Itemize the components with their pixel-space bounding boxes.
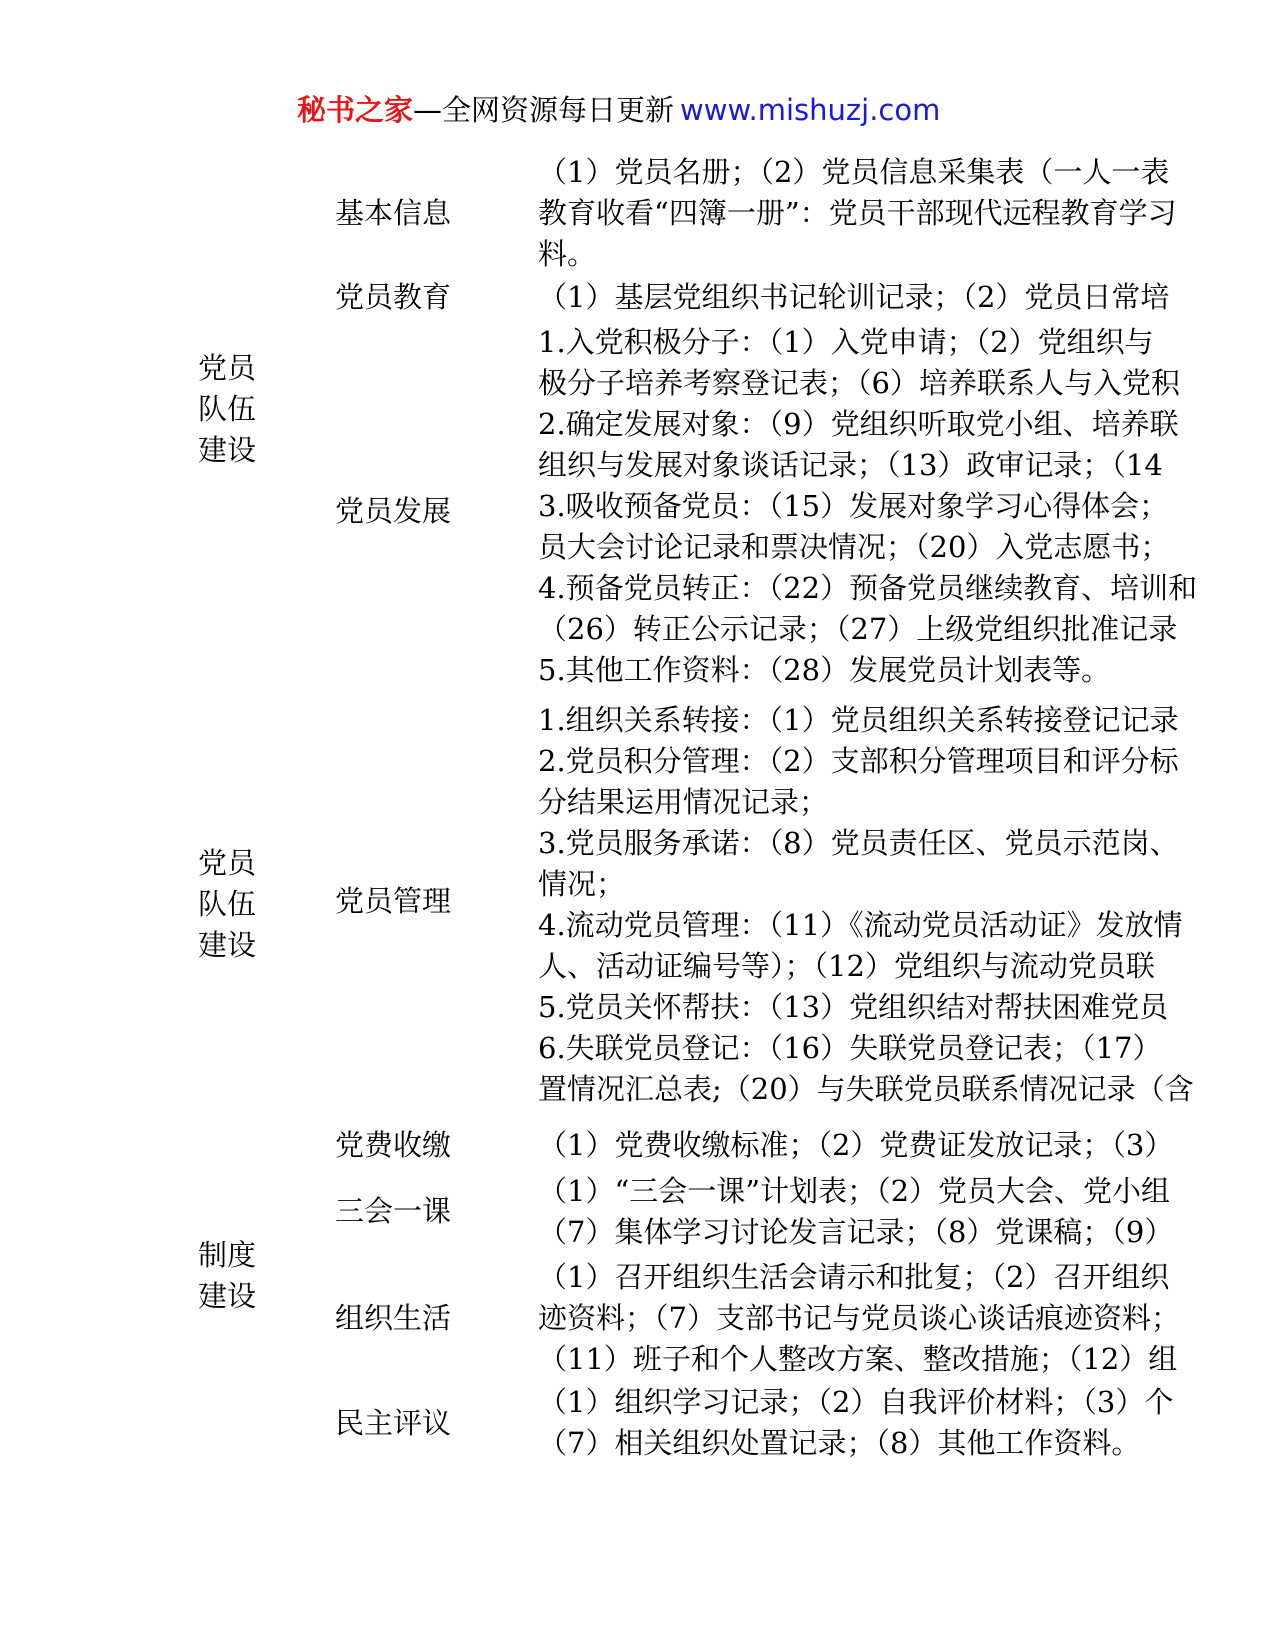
content-line: 料。 <box>538 237 597 271</box>
content-management <box>538 700 1275 1110</box>
content-line: 分结果运用情况记录； <box>538 785 829 819</box>
category-line: 建设 <box>198 928 257 962</box>
content-line: （11）班子和个人整改方案、整改措施；（12）组 <box>538 1342 1178 1376</box>
category-system-building <box>198 1235 278 1317</box>
subcategory-development: 党员发展 <box>335 494 452 528</box>
content-line: 迹资料；（7）支部书记与党员谈心谈话痕迹资料； <box>538 1301 1180 1335</box>
subcategory-basic-info: 基本信息 <box>335 196 452 230</box>
content-line: 5.党员关怀帮扶：（13）党组织结对帮扶困难党员 <box>538 990 1169 1024</box>
category-line: 建设 <box>198 433 257 467</box>
subcategory-dues: 党费收缴 <box>335 1128 452 1162</box>
page-header <box>297 90 940 130</box>
content-line: 1.组织关系转接：（1）党员组织关系转接登记记录 <box>538 703 1179 737</box>
content-education <box>538 277 1275 318</box>
category-party-team-1 <box>198 348 278 471</box>
content-line: 极分子培养考察登记表；（6）培养联系人与入党积 <box>538 366 1180 400</box>
content-line: 置情况汇总表;（20）与失联党员联系情况记录（含 <box>538 1072 1194 1106</box>
category-line: 队伍 <box>198 392 257 426</box>
subcategory-org-life: 组织生活 <box>335 1301 452 1335</box>
category-party-team-2 <box>198 843 278 966</box>
content-line: 5.其他工作资料：（28）发展党员计划表等。 <box>538 653 1111 687</box>
content-line: （1）党费收缴标准；（2）党费证发放记录；（3） <box>538 1128 1174 1162</box>
content-dues <box>538 1125 1275 1166</box>
subcategory-evaluation: 民主评议 <box>335 1406 452 1440</box>
content-line: （26）转正公示记录；（27）上级党组织批准记录 <box>538 612 1178 646</box>
subcategory-management: 党员管理 <box>335 884 452 918</box>
content-line: 教育收看“四簿一册”：党员干部现代远程教育学习 <box>538 196 1177 230</box>
content-line: （1）“三会一课”计划表；（2）党员大会、党小组 <box>538 1174 1171 1208</box>
content-basic-info <box>538 152 1275 275</box>
content-line: 4.预备党员转正：（22）预备党员继续教育、培训和 <box>538 571 1198 605</box>
brand-name: 秘书之家 <box>297 93 414 127</box>
content-line: （7）集体学习讨论发言记录；（8）党课稿；（9） <box>538 1215 1174 1249</box>
content-line: （1）组织学习记录；（2）自我评价材料；（3）个 <box>538 1385 1174 1419</box>
content-line: 组织与发展对象谈话记录；（13）政审记录；（14 <box>538 448 1163 482</box>
content-line: 3.吸收预备党员：（15）发展对象学习心得体会； <box>538 489 1169 523</box>
content-line: （1）党员名册；（2）党员信息采集表（一人一表 <box>538 155 1170 189</box>
content-line: （1）基层党组织书记轮训记录；（2）党员日常培 <box>538 280 1170 314</box>
content-three-meetings <box>538 1171 1275 1253</box>
category-line: 党员 <box>198 351 257 385</box>
content-line: 人、活动证编号等）；（12）党组织与流动党员联 <box>538 949 1155 983</box>
content-line: 6.失联党员登记：（16）失联党员登记表；（17） <box>538 1031 1162 1065</box>
content-evaluation <box>538 1382 1275 1464</box>
content-line: 4.流动党员管理：（11）《流动党员活动证》发放情 <box>538 908 1183 942</box>
category-line: 制度 <box>198 1238 257 1272</box>
website-link[interactable]: www.mishuzj.com <box>680 93 941 127</box>
content-line: （7）相关组织处置记录；（8）其他工作资料。 <box>538 1426 1141 1460</box>
category-line: 队伍 <box>198 887 257 921</box>
content-line: （1）召开组织生活会请示和批复；（2）召开组织 <box>538 1260 1170 1294</box>
content-org-life <box>538 1257 1275 1380</box>
subcategory-three-meetings: 三会一课 <box>335 1194 452 1228</box>
content-line: 3.党员服务承诺：（8）党员责任区、党员示范岗、 <box>538 826 1179 860</box>
category-line: 党员 <box>198 846 257 880</box>
content-line: 2.党员积分管理：（2）支部积分管理项目和评分标 <box>538 744 1179 778</box>
subcategory-education: 党员教育 <box>335 280 452 314</box>
content-line: 1.入党积极分子：（1）入党申请；（2）党组织与 <box>538 325 1154 359</box>
header-tagline: —全网资源每日更新 <box>413 93 675 127</box>
content-development <box>538 322 1275 691</box>
category-line: 建设 <box>198 1279 257 1313</box>
content-line: 员大会讨论记录和票决情况；（20）入党志愿书； <box>538 530 1170 564</box>
content-line: 情况； <box>538 867 626 901</box>
content-line: 2.确定发展对象：（9）党组织听取党小组、培养联 <box>538 407 1179 441</box>
